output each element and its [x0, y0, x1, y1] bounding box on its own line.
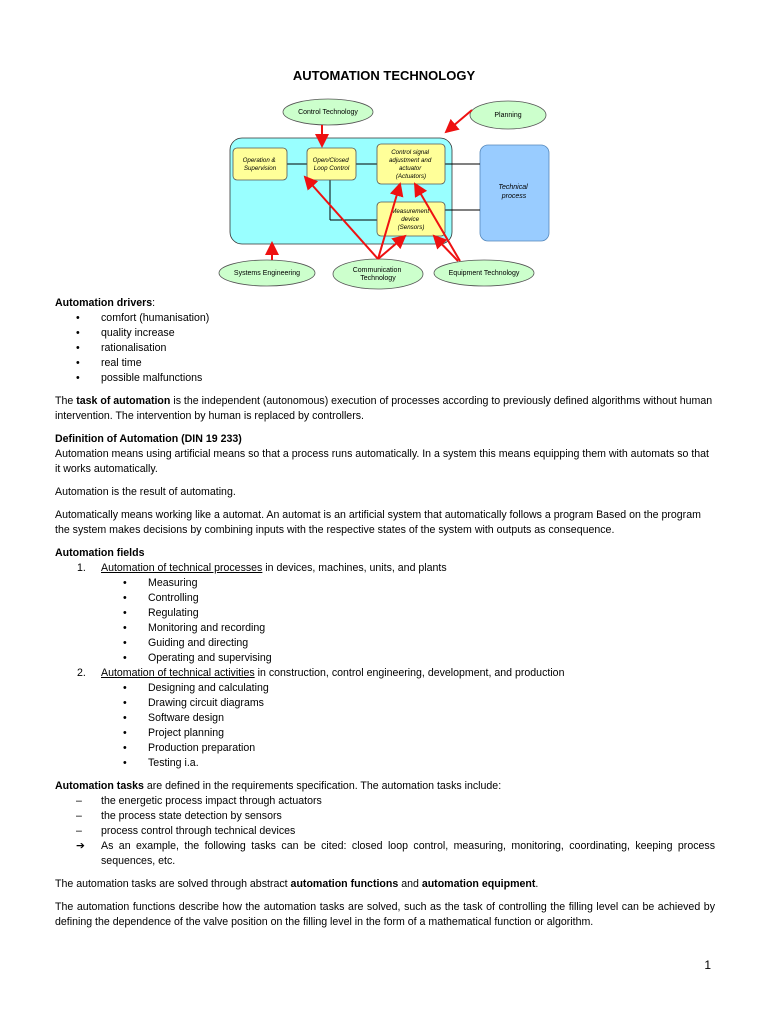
list-item: • Monitoring and recording: [55, 621, 715, 636]
automation-drivers-section: Automation drivers: • comfort (humanisation) • quality increase • rationalisation • real time • possible malfunctions: [55, 296, 715, 386]
drivers-list: [55, 311, 715, 386]
list-item: • possible malfunctions: [55, 371, 715, 386]
list-item: – the process state detection by sensors: [76, 810, 282, 822]
field-sublist: [55, 576, 715, 666]
list-item: • Project planning: [55, 726, 715, 741]
field-item-technical-processes: 1. Automation of technical processes in devices, machines, units, and plants • Measuring • Controlling • Regulating • Monitoring and recording • Guiding and directing • Operating and supervising: [55, 561, 715, 666]
open-closed-loop-box: [307, 148, 356, 180]
list-item-example: ➔ As an example, the following tasks can be cited: closed loop control, measuring, monitoring, coordinating, keeping process sequences, etc.: [76, 840, 715, 867]
field-sublist: [55, 681, 715, 771]
operation-supervision-label: Operation & Supervision: [242, 157, 277, 172]
open-closed-loop-label: Open/Closed Loop Control: [312, 157, 350, 172]
list-item: • Testing i.a.: [55, 756, 715, 771]
fields-list: [55, 561, 715, 771]
list-item: – the energetic process impact through actuators: [76, 795, 322, 807]
list-item: • real time: [55, 356, 715, 371]
list-item: • rationalisation: [55, 341, 715, 356]
solved-paragraph: The automation tasks are solved through abstract automation functions and automation equipment.: [55, 878, 539, 890]
definition-paragraph: Automation means using artificial means so that a process runs automatically. In a system this means equipping them with automats so that it works automatically.: [55, 448, 709, 475]
communication-technology-label: Communication Technology: [352, 267, 402, 282]
fields-heading: Automation fields: [55, 547, 145, 559]
operation-supervision-box: [233, 148, 287, 180]
list-item: • Guiding and directing: [55, 636, 715, 651]
control-technology-label: Control Technology: [298, 109, 358, 116]
technical-process-label: Technical process: [498, 184, 528, 200]
list-item: • comfort (humanisation): [55, 311, 715, 326]
planning-label: Planning: [494, 112, 522, 119]
page-title: AUTOMATION TECHNOLOGY: [292, 68, 476, 83]
definition-heading: Definition of Automation (DIN 19 233): [55, 433, 242, 445]
list-item: – process control through technical devices: [76, 825, 296, 837]
list-item: • Drawing circuit diagrams: [55, 696, 715, 711]
list-item: • Operating and supervising: [55, 651, 715, 666]
equipment-technology-label: Equipment Technology: [448, 270, 520, 277]
communication-technology-ellipse: [333, 259, 423, 289]
page-number: 1: [704, 958, 711, 972]
systems-engineering-label: Systems Engineering: [233, 270, 301, 277]
list-item: • Software design: [55, 711, 715, 726]
task-of-automation-paragraph: The task of automation is the independent (autonomous) execution of processes according to previously defined algorithms without human intervention. The intervention by human is replaced by controllers.: [55, 395, 713, 422]
measurement-device-label: Measurement device (Sensors): [391, 208, 430, 231]
control-signal-actuator-label: Control signal adjustment and actuator (Actuators): [388, 149, 432, 180]
automation-diagram: [210, 92, 555, 292]
list-item: • Controlling: [55, 591, 715, 606]
automation-tasks-intro: Automation tasks are defined in the requirements specification. The automation tasks include:: [55, 780, 502, 792]
list-item: • Regulating: [55, 606, 715, 621]
list-item: • Designing and calculating: [55, 681, 715, 696]
functions-paragraph: The automation functions describe how the automation tasks are solved, such as the task of controlling the filling level can be achieved by defining the dependence of the valve position on the filling level in the form of a mathematical function or algorithm.: [55, 901, 715, 928]
document-body: [55, 296, 715, 938]
drivers-heading: Automation drivers: [55, 297, 153, 309]
list-item: • Measuring: [55, 576, 715, 591]
result-paragraph: Automation is the result of automating.: [55, 486, 236, 498]
automat-paragraph: Automatically means working like a automat. An automat is an artificial system that automatically follows a program Based on the program the system makes decisions by combining inputs with the respective states of the system with outputs as consequence.: [55, 509, 701, 536]
automation-tasks-list: [55, 794, 715, 869]
list-item: • Production preparation: [55, 741, 715, 756]
list-item: • quality increase: [55, 326, 715, 341]
field-item-technical-activities: 2. Automation of technical activities in construction, control engineering, development, and production • Designing and calculating • Drawing circuit diagrams • Software design • Project planning • Production preparation • Testing i.a.: [55, 666, 715, 771]
